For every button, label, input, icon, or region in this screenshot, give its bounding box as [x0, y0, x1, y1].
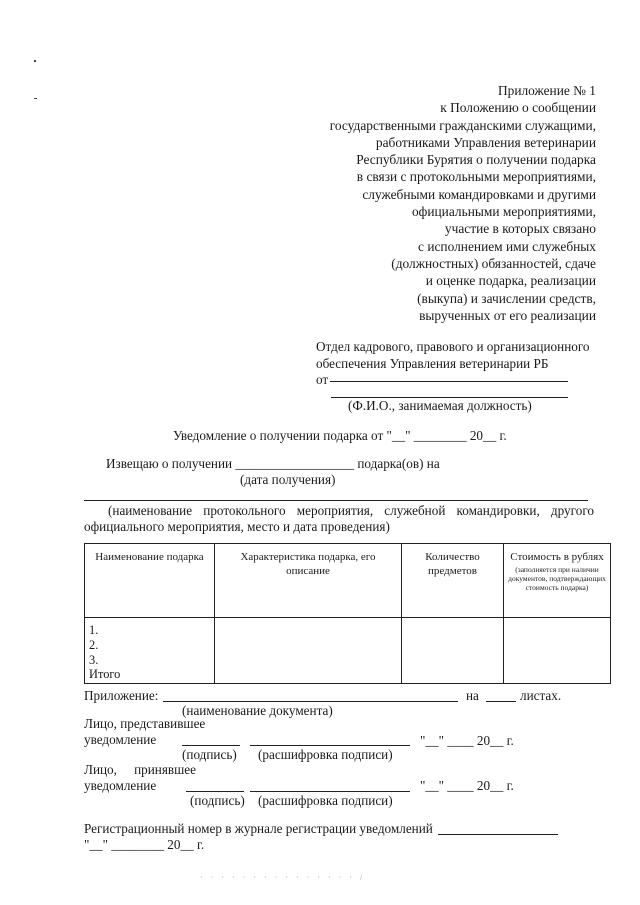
appendix-line: работниками Управления ветеринарии [375, 134, 596, 150]
appendix-line: к Положению о сообщении [440, 100, 596, 116]
cost-note: (заполняется при наличии документов, подтверждающих стоимость подарка) [508, 564, 606, 592]
registration-label: Регистрационный номер в журнале регистрации уведомлений [84, 821, 433, 836]
gifts-table [84, 543, 611, 684]
date-caption: (дата получения) [240, 472, 336, 487]
header-gift-description: Характеристика подарка, его описание [215, 544, 402, 618]
attachment-doc-line[interactable] [163, 701, 458, 702]
receiver-sign-caption: (подпись) [190, 793, 245, 808]
appendix-line: Приложение № 1 [497, 83, 596, 98]
attachment-label: Приложение: [84, 688, 159, 703]
submitter-signature-line[interactable] [182, 745, 240, 746]
scan-speck [34, 98, 37, 99]
appendix-line: с исполнением ими служебных [418, 238, 596, 254]
appendix-line: в связи с протокольными мероприятиями, [356, 169, 596, 185]
from-label: от [316, 372, 329, 387]
event-caption: (наименование протокольного мероприятия, служебной командировки, другого официального мероприятия, место и дата проведения) [84, 503, 594, 534]
appendix-line: (должностных) обязанностей, сдаче [391, 255, 596, 271]
submitter-sign-caption: (подпись) [182, 747, 237, 762]
attachment-sheets-label: листах. [520, 688, 562, 703]
appendix-line: участие в которых связано [444, 221, 596, 237]
quantity-cell[interactable] [402, 618, 504, 684]
submitter-label-1: Лицо, представившее [84, 716, 206, 731]
receiver-decode-caption: (расшифровка подписи) [258, 793, 393, 808]
attachment-doc-caption: (наименование документа) [182, 703, 333, 718]
event-field-line[interactable] [84, 500, 588, 501]
scan-speck [34, 60, 36, 62]
from-field-line[interactable] [330, 381, 568, 382]
header-cost [504, 544, 611, 618]
recipient-line-2: обеспечения Управления ветеринарии РБ [316, 355, 549, 371]
receiver-signature-line[interactable] [186, 791, 244, 792]
cost-cell[interactable] [504, 618, 611, 684]
appendix-line: и оценке подарка, реализации [425, 273, 596, 289]
submitter-decode-line[interactable] [250, 745, 410, 746]
registration-date: "__" ________ 20__ г. [84, 837, 205, 852]
appendix-line: государственными гражданскими служащими, [329, 117, 596, 133]
table-row [85, 618, 611, 684]
inform-line: Извещаю о получении __________________ подарка(ов) на [106, 456, 440, 471]
table-header-row [85, 544, 611, 618]
appendix-line: вырученных от его реализации [419, 307, 596, 323]
fio-caption: (Ф.И.О., занимаемая должность) [348, 398, 532, 413]
appendix-line: (выкупа) и зачислении средств, [417, 290, 596, 306]
receiver-decode-line[interactable] [250, 791, 410, 792]
appendix-line: служебными командировками и другими [362, 186, 596, 202]
notice-title: Уведомление о получении подарка от "__" ________ 20__ г. [173, 428, 507, 443]
description-cell[interactable] [215, 618, 402, 684]
attachment-sheets-line[interactable] [486, 701, 516, 702]
submitter-decode-caption: (расшифровка подписи) [258, 747, 393, 762]
row-label-total: Итого [89, 667, 121, 682]
row-label: 3. [89, 652, 99, 667]
row-label: 1. [89, 623, 99, 637]
recipient-line-1: Отдел кадрового, правового и организационного [316, 339, 590, 354]
submitter-label-2: уведомление [84, 732, 157, 747]
header-quantity: Количество предметов [402, 544, 504, 618]
scan-noise: · · · · · · · · · · · · · · · / [200, 873, 366, 882]
header-gift-name: Наименование подарка [85, 544, 215, 618]
appendix-header [276, 82, 596, 324]
receiver-date: "__" ____ 20__ г. [420, 778, 514, 793]
row-labels-cell[interactable] [85, 618, 215, 684]
appendix-line: официальными мероприятиями, [411, 204, 596, 220]
receiver-label-1 [84, 762, 196, 778]
receiver-label-text: Лицо, принявшее [84, 762, 196, 777]
registration-number-line[interactable] [438, 834, 558, 835]
header-cost-label: Стоимость в рублях [510, 551, 604, 563]
submitter-date: "__" ____ 20__ г. [420, 733, 514, 748]
row-label: 2. [89, 637, 99, 652]
appendix-line: Республики Бурятия о получении подарка [356, 152, 596, 168]
attachment-on-label: на [466, 688, 479, 703]
receiver-label-2: уведомление [84, 778, 157, 793]
